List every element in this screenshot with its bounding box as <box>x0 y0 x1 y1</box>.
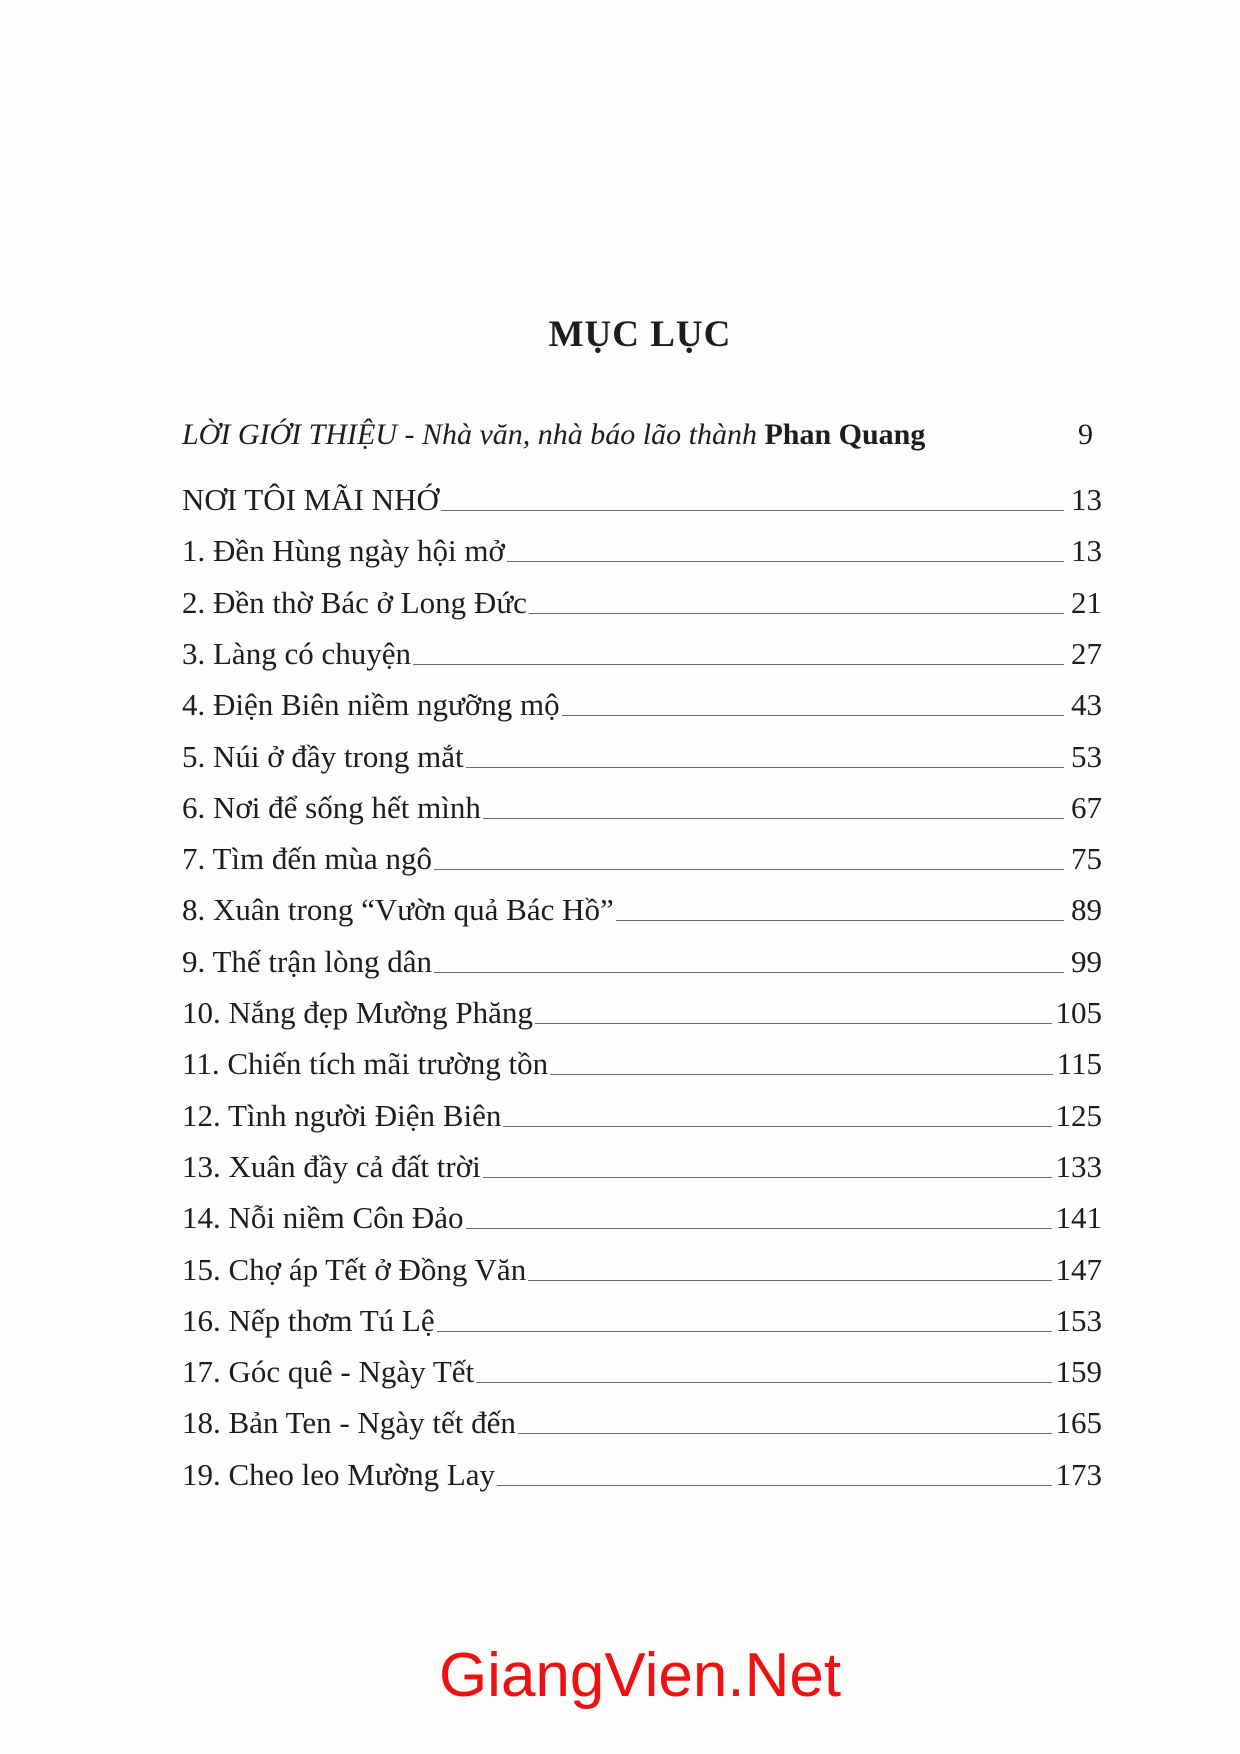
toc-entry-title: 16. Nếp thơm Tú Lệ <box>182 1302 435 1338</box>
toc-entry-title: 2. Đền thờ Bác ở Long Đức <box>182 584 527 620</box>
toc-entry-title: 10. Nắng đẹp Mường Phăng <box>182 995 533 1030</box>
toc-entry-title: 14. Nỗi niềm Côn Đảo <box>182 1200 464 1236</box>
dot-leader <box>476 1381 1051 1383</box>
toc-entry-page: 141 <box>1055 1200 1102 1236</box>
toc-entry <box>182 1145 1102 1185</box>
toc-entry-page: 13 <box>1071 533 1102 569</box>
dot-leader <box>466 1227 1052 1229</box>
intro-page-number: 9 <box>1078 418 1093 451</box>
toc-entry-title: 12. Tình người Điện Biên <box>182 1097 502 1133</box>
toc-entry-title: 1. Đền Hùng ngày hội mở <box>182 533 505 569</box>
dot-leader <box>550 1073 1053 1075</box>
toc-entry-page: 133 <box>1055 1148 1102 1184</box>
toc-entry <box>182 786 1102 826</box>
toc-entry <box>182 1094 1102 1134</box>
dot-leader <box>483 817 1064 819</box>
toc-entry-page: 125 <box>1055 1097 1102 1133</box>
toc-entry-page: 27 <box>1071 635 1102 671</box>
toc-entry <box>182 837 1102 877</box>
toc-entry-title: 11. Chiến tích mãi trường tồn <box>182 1046 549 1082</box>
watermark: GiangVien.Net <box>438 1641 842 1710</box>
dot-leader <box>437 1330 1052 1332</box>
dot-leader <box>529 612 1064 614</box>
toc-entry-page: 165 <box>1055 1405 1102 1441</box>
dot-leader <box>616 919 1064 921</box>
dot-leader <box>518 1432 1052 1434</box>
dot-leader <box>528 1279 1051 1281</box>
toc-entry <box>182 1350 1102 1390</box>
toc-entry-page: 75 <box>1071 841 1102 877</box>
intro-author: Phan Quang <box>764 418 926 451</box>
toc-entry <box>182 1453 1102 1493</box>
toc-entry-page: 153 <box>1055 1302 1102 1338</box>
toc-entry-page: 89 <box>1071 892 1102 928</box>
toc-entry <box>182 888 1102 928</box>
dot-leader <box>466 766 1064 768</box>
toc-entry-title: 9. Thế trận lòng dân <box>182 943 432 979</box>
dot-leader <box>434 971 1064 973</box>
toc-entry <box>182 991 1102 1031</box>
toc-entry-title: 4. Điện Biên niềm ngưỡng mộ <box>182 687 560 723</box>
toc-entry-page: 99 <box>1071 943 1102 979</box>
toc-entry-page: 147 <box>1055 1251 1102 1287</box>
toc-entry-title: 3. Làng có chuyện <box>182 635 411 671</box>
dot-leader <box>483 1176 1052 1178</box>
dot-leader <box>434 868 1064 870</box>
toc-entry-title: NƠI TÔI MÃI NHỚ <box>182 482 439 517</box>
toc-entry <box>182 581 1102 621</box>
toc-entry <box>182 940 1102 980</box>
toc-entry-title: 15. Chợ áp Tết ở Đồng Văn <box>182 1251 527 1287</box>
toc-entry <box>182 1248 1102 1288</box>
intro-label: LỜI GIỚI THIỆU - Nhà văn, nhà báo lão thành <box>182 418 765 451</box>
toc-entry-page: 21 <box>1071 584 1102 620</box>
dot-leader <box>503 1125 1051 1127</box>
dot-leader <box>535 1022 1052 1024</box>
toc-section-heading <box>182 478 1102 518</box>
page-title: MỤC LỤC <box>548 314 732 355</box>
toc-entry-page: 13 <box>1071 482 1102 517</box>
toc-entry-title: 18. Bản Ten - Ngày tết đến <box>182 1405 516 1441</box>
dot-leader <box>497 1484 1051 1486</box>
toc-entry-page: 105 <box>1055 995 1102 1030</box>
toc-entry-title: 5. Núi ở đầy trong mắt <box>182 738 464 774</box>
toc-entry-page: 115 <box>1056 1046 1102 1082</box>
toc-entry-title: 19. Cheo leo Mường Lay <box>182 1456 496 1492</box>
toc-entry-page: 173 <box>1055 1456 1102 1492</box>
toc-entry-page: 53 <box>1071 738 1102 774</box>
toc-entry <box>182 735 1102 775</box>
toc-entry <box>182 683 1102 723</box>
dot-leader <box>413 663 1064 665</box>
toc-entry-title: 7. Tìm đến mùa ngô <box>182 841 432 877</box>
dot-leader <box>441 509 1064 511</box>
toc-entry-page: 43 <box>1071 687 1102 723</box>
dot-leader <box>507 560 1064 562</box>
toc-entry <box>182 529 1102 569</box>
toc-entry-page: 159 <box>1055 1354 1102 1390</box>
toc-entry-page: 67 <box>1071 789 1102 825</box>
toc-entry <box>182 1042 1102 1082</box>
toc-entry <box>182 1299 1102 1339</box>
toc-entry <box>182 632 1102 672</box>
toc-entry-title: 8. Xuân trong “Vườn quả Bác Hồ” <box>182 892 614 928</box>
dot-leader <box>562 714 1064 716</box>
toc-entry <box>182 1196 1102 1236</box>
toc-entry-title: 17. Góc quê - Ngày Tết <box>182 1354 475 1390</box>
toc-entry-title: 6. Nơi để sống hết mình <box>182 789 481 825</box>
toc-entry <box>182 1401 1102 1441</box>
toc-entry-title: 13. Xuân đầy cả đất trời <box>182 1148 481 1184</box>
